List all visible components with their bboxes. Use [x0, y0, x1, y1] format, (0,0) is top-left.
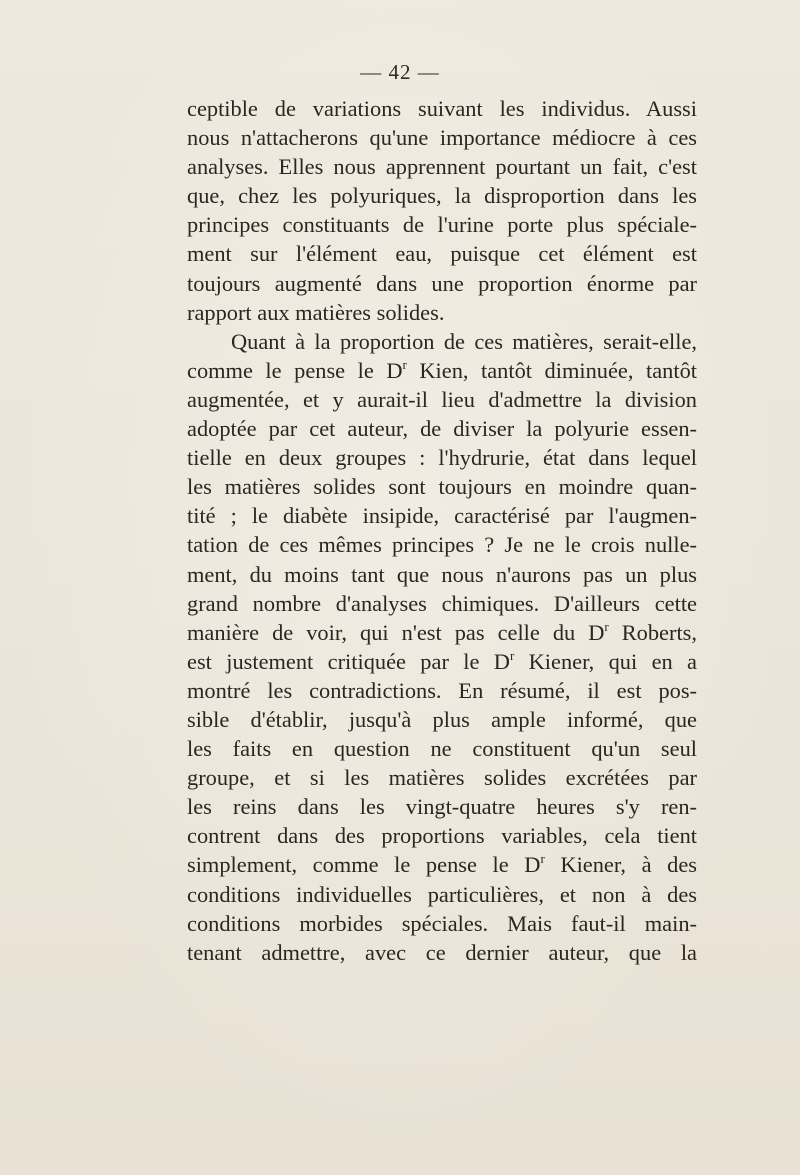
text-line: tité ; le diabète insipide, caractérisé par l'augmen- [187, 503, 697, 529]
text-line: analyses. Elles nous apprennent pourtant un fait, c'est [187, 154, 697, 180]
text-line: ment, du moins tant que nous n'aurons pas un plus [187, 561, 697, 587]
text-line: est justement critiquée par le $D^r$ Kiener, qui en a [187, 647, 697, 674]
text-line: manière de voir, qui n'est pas celle du $D^r$ Roberts, [187, 618, 697, 645]
page-number: — 42 — [360, 60, 440, 84]
text-line: conditions morbides spéciales. Mais faut-il main- [187, 910, 697, 936]
paragraph-1 [187, 94, 697, 327]
text-line: toujours augmenté dans une proportion énorme par [187, 270, 697, 296]
body-text [187, 94, 697, 967]
text-line: simplement, comme le pense le $D^r$ Kiener, à des [187, 851, 697, 878]
superscript: r [604, 618, 609, 634]
text-line: augmentée, et y aurait-il lieu d'admettre la division [187, 386, 697, 412]
paragraph-2 [187, 327, 697, 967]
superscript: r [540, 851, 545, 867]
text-line: conditions individuelles particulières, et non à des [187, 881, 697, 907]
text-line: rapport aux matières solides. [187, 299, 445, 325]
text-line: tielle en deux groupes : l'hydrurie, état dans lequel [187, 445, 697, 471]
text-line: sible d'établir, jusqu'à plus ample informé, que [187, 706, 697, 732]
superscript: r [402, 356, 407, 372]
text-line: ment sur l'élément eau, puisque cet élément est [187, 241, 697, 267]
text-line: les faits en question ne constituent qu'un seul [187, 736, 697, 762]
text-line: tenant admettre, avec ce dernier auteur, que la [187, 939, 697, 965]
text-line: adoptée par cet auteur, de diviser la polyurie essen- [187, 416, 697, 442]
text-line: ceptible de variations suivant les individus. Aussi [187, 96, 697, 121]
text-line: que, chez les polyuriques, la disproportion dans les [187, 183, 697, 209]
text-line: nous n'attacherons qu'une importance médiocre à ces [187, 125, 697, 151]
text-line: principes constituants de l'urine porte plus spéciale- [187, 212, 697, 238]
text-line: montré les contradictions. En résumé, il est pos- [187, 677, 697, 703]
text-line: Quant à la proportion de ces matières, serait-elle, [231, 328, 697, 354]
text-line: comme le pense le $D^r$ Kien, tantôt diminuée, tantôt [187, 356, 697, 383]
text-line: les reins dans les vingt-quatre heures s'y ren- [187, 794, 697, 820]
text-line: les matières solides sont toujours en moindre quan- [187, 474, 697, 500]
text-line: tation de ces mêmes principes ? Je ne le crois nulle- [187, 532, 697, 558]
text-line: grand nombre d'analyses chimiques. D'ailleurs cette [187, 590, 697, 616]
superscript: r [509, 647, 515, 663]
text-line: groupe, et si les matières solides excrétées par [187, 765, 697, 791]
text-line: contrent dans des proportions variables, cela tient [187, 823, 697, 849]
